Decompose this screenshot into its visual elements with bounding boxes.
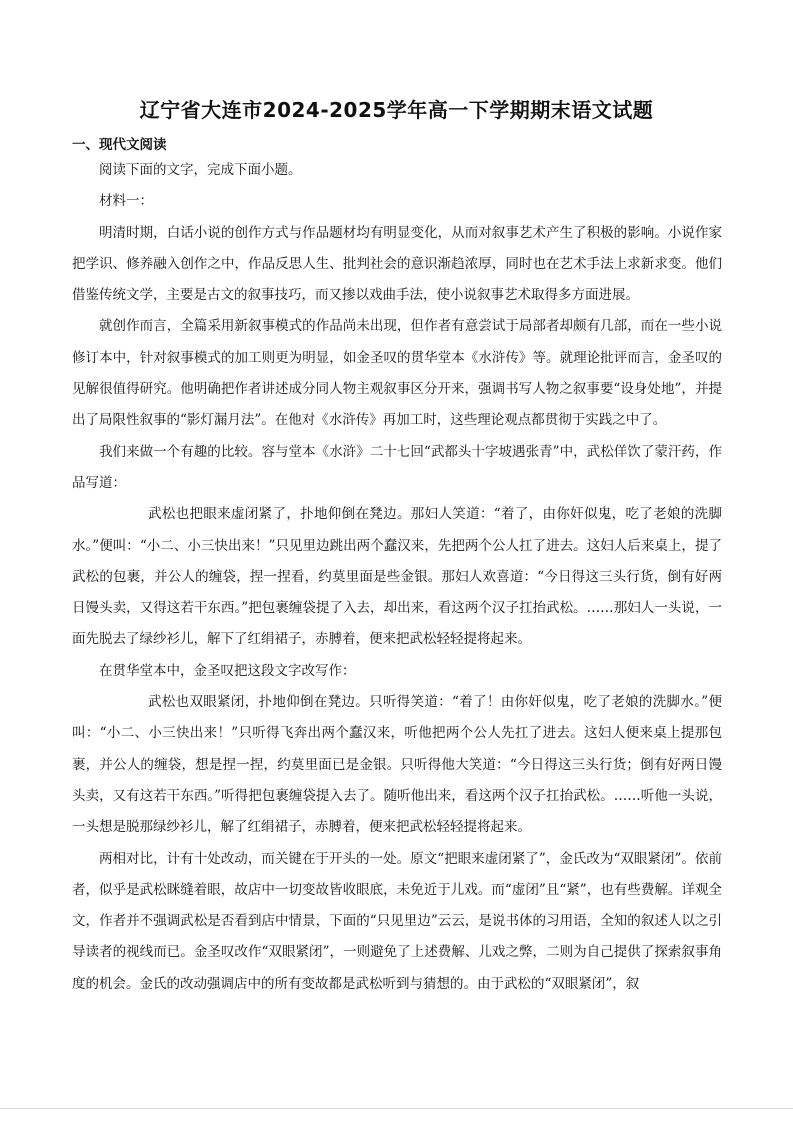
section-heading: 一、现代文阅读: [72, 137, 167, 153]
body-paragraph: 我们来做一个有趣的比较。容与堂本《水浒》二十七回“武都头十字坡遇张青”中，武松佯饮了蒙汗药，作品写道：: [72, 443, 722, 491]
body-paragraph: 明清时期，白话小说的创作方式与作品题材均有明显变化，从而对叙事艺术产生了积极的影响。小说作家把学识、修养融入创作之中，作品反思人生、批判社会的意识渐趋浓厚，同时也在艺术手法上求新求变。他们借鉴传统文学，主要是古文的叙事技巧，而又掺以戏曲手法，使小说叙事艺术取得多方面进展。: [72, 224, 722, 304]
document-body: [72, 155, 722, 1000]
document-title: 辽宁省大连市2024-2025学年高一下学期期末语文试题: [139, 98, 654, 122]
quote-paragraph: 武松也双眼紧闭，扑地仰倒在凳边。只听得笑道：“着了！由你奸似鬼，吃了老娘的洗脚水。”便叫：“小二、小三快出来！”只听得飞奔出两个蠢汉来，听他把两个公人先扛了进去。这妇人便来桌上提那包裹，并公人的缠袋，想是捏一捏，约莫里面已是金银。只听得他大笑道：“今日得这三头行货；倒有好两日馒头卖，又有这若干东西。”听得把包裹缠袋提入去了。随听他出来，看这两个汉子扛抬武松。……听他一头说，一头想是脱那绿纱衫儿，解了红绢裙子，赤膊着，便来把武松轻轻提将起来。: [72, 694, 722, 836]
instruction-paragraph: 阅读下面的文字，完成下面小题。: [99, 162, 302, 178]
page-bottom-rule: [0, 1108, 793, 1109]
body-paragraph: 在贯华堂本中，金圣叹把这段文字改写作：: [99, 662, 356, 679]
body-paragraph: 两相对比，计有十处改动，而关键在于开头的一处。原文“把眼来虚闭紧了”，金氏改为“双眼紧闭”。依前者，似乎是武松眯缝着眼，故店中一切变故皆收眼底，未免近于儿戏。而“虚闭”且“紧”，也有些费解。详观全文，作者并不强调武松是否看到店中情景，下面的“只见里边”云云，是说书体的习用语，全知的叙述人以之引导读者的视线而已。金圣叹改作“双眼紧闭”，一则避免了上述费解、儿戏之弊，二则为自己提供了探索叙事角度的机会。金氏的改动强调店中的所有变故都是武松听到与猜想的。由于武松的“双眼紧闭”，叙: [72, 850, 722, 992]
material-label: 材料一：: [99, 193, 153, 210]
body-paragraph: 就创作而言，全篇采用新叙事模式的作品尚未出现，但作者有意尝试于局部者却颇有几部，而在一些小说修订本中，针对叙事模式的加工则更为明显，如金圣叹的贯华堂本《水浒传》等。就理论批评而言，金圣叹的见解很值得研究。他明确把作者讲述成分同人物主观叙事区分开来，强调书写人物之叙事要“设身处地”，并提出了局限性叙事的“影灯漏月法”。在他对《水浒传》再加工时，这些理论观点都贯彻于实践之中了。: [72, 318, 722, 429]
quote-paragraph: 武松也把眼来虚闭紧了，扑地仰倒在凳边。那妇人笑道：“着了，由你奸似鬼，吃了老娘的洗脚水。”便叫：“小二、小三快出来！”只见里边跳出两个蠢汉来，先把两个公人扛了进去。这妇人后来桌上，提了武松的包裹，并公人的缠袋，捏一捏看，约莫里面是些金银。那妇人欢喜道：“今日得这三头行货，倒有好两日馒头卖，又得这若干东西。”把包裹缠袋提了入去，却出来，看这两个汉子扛抬武松。……那妇人一头说，一面先脱去了绿纱衫儿，解下了红绢裙子，赤膊着，便来把武松轻轻提将起来。: [72, 506, 722, 648]
